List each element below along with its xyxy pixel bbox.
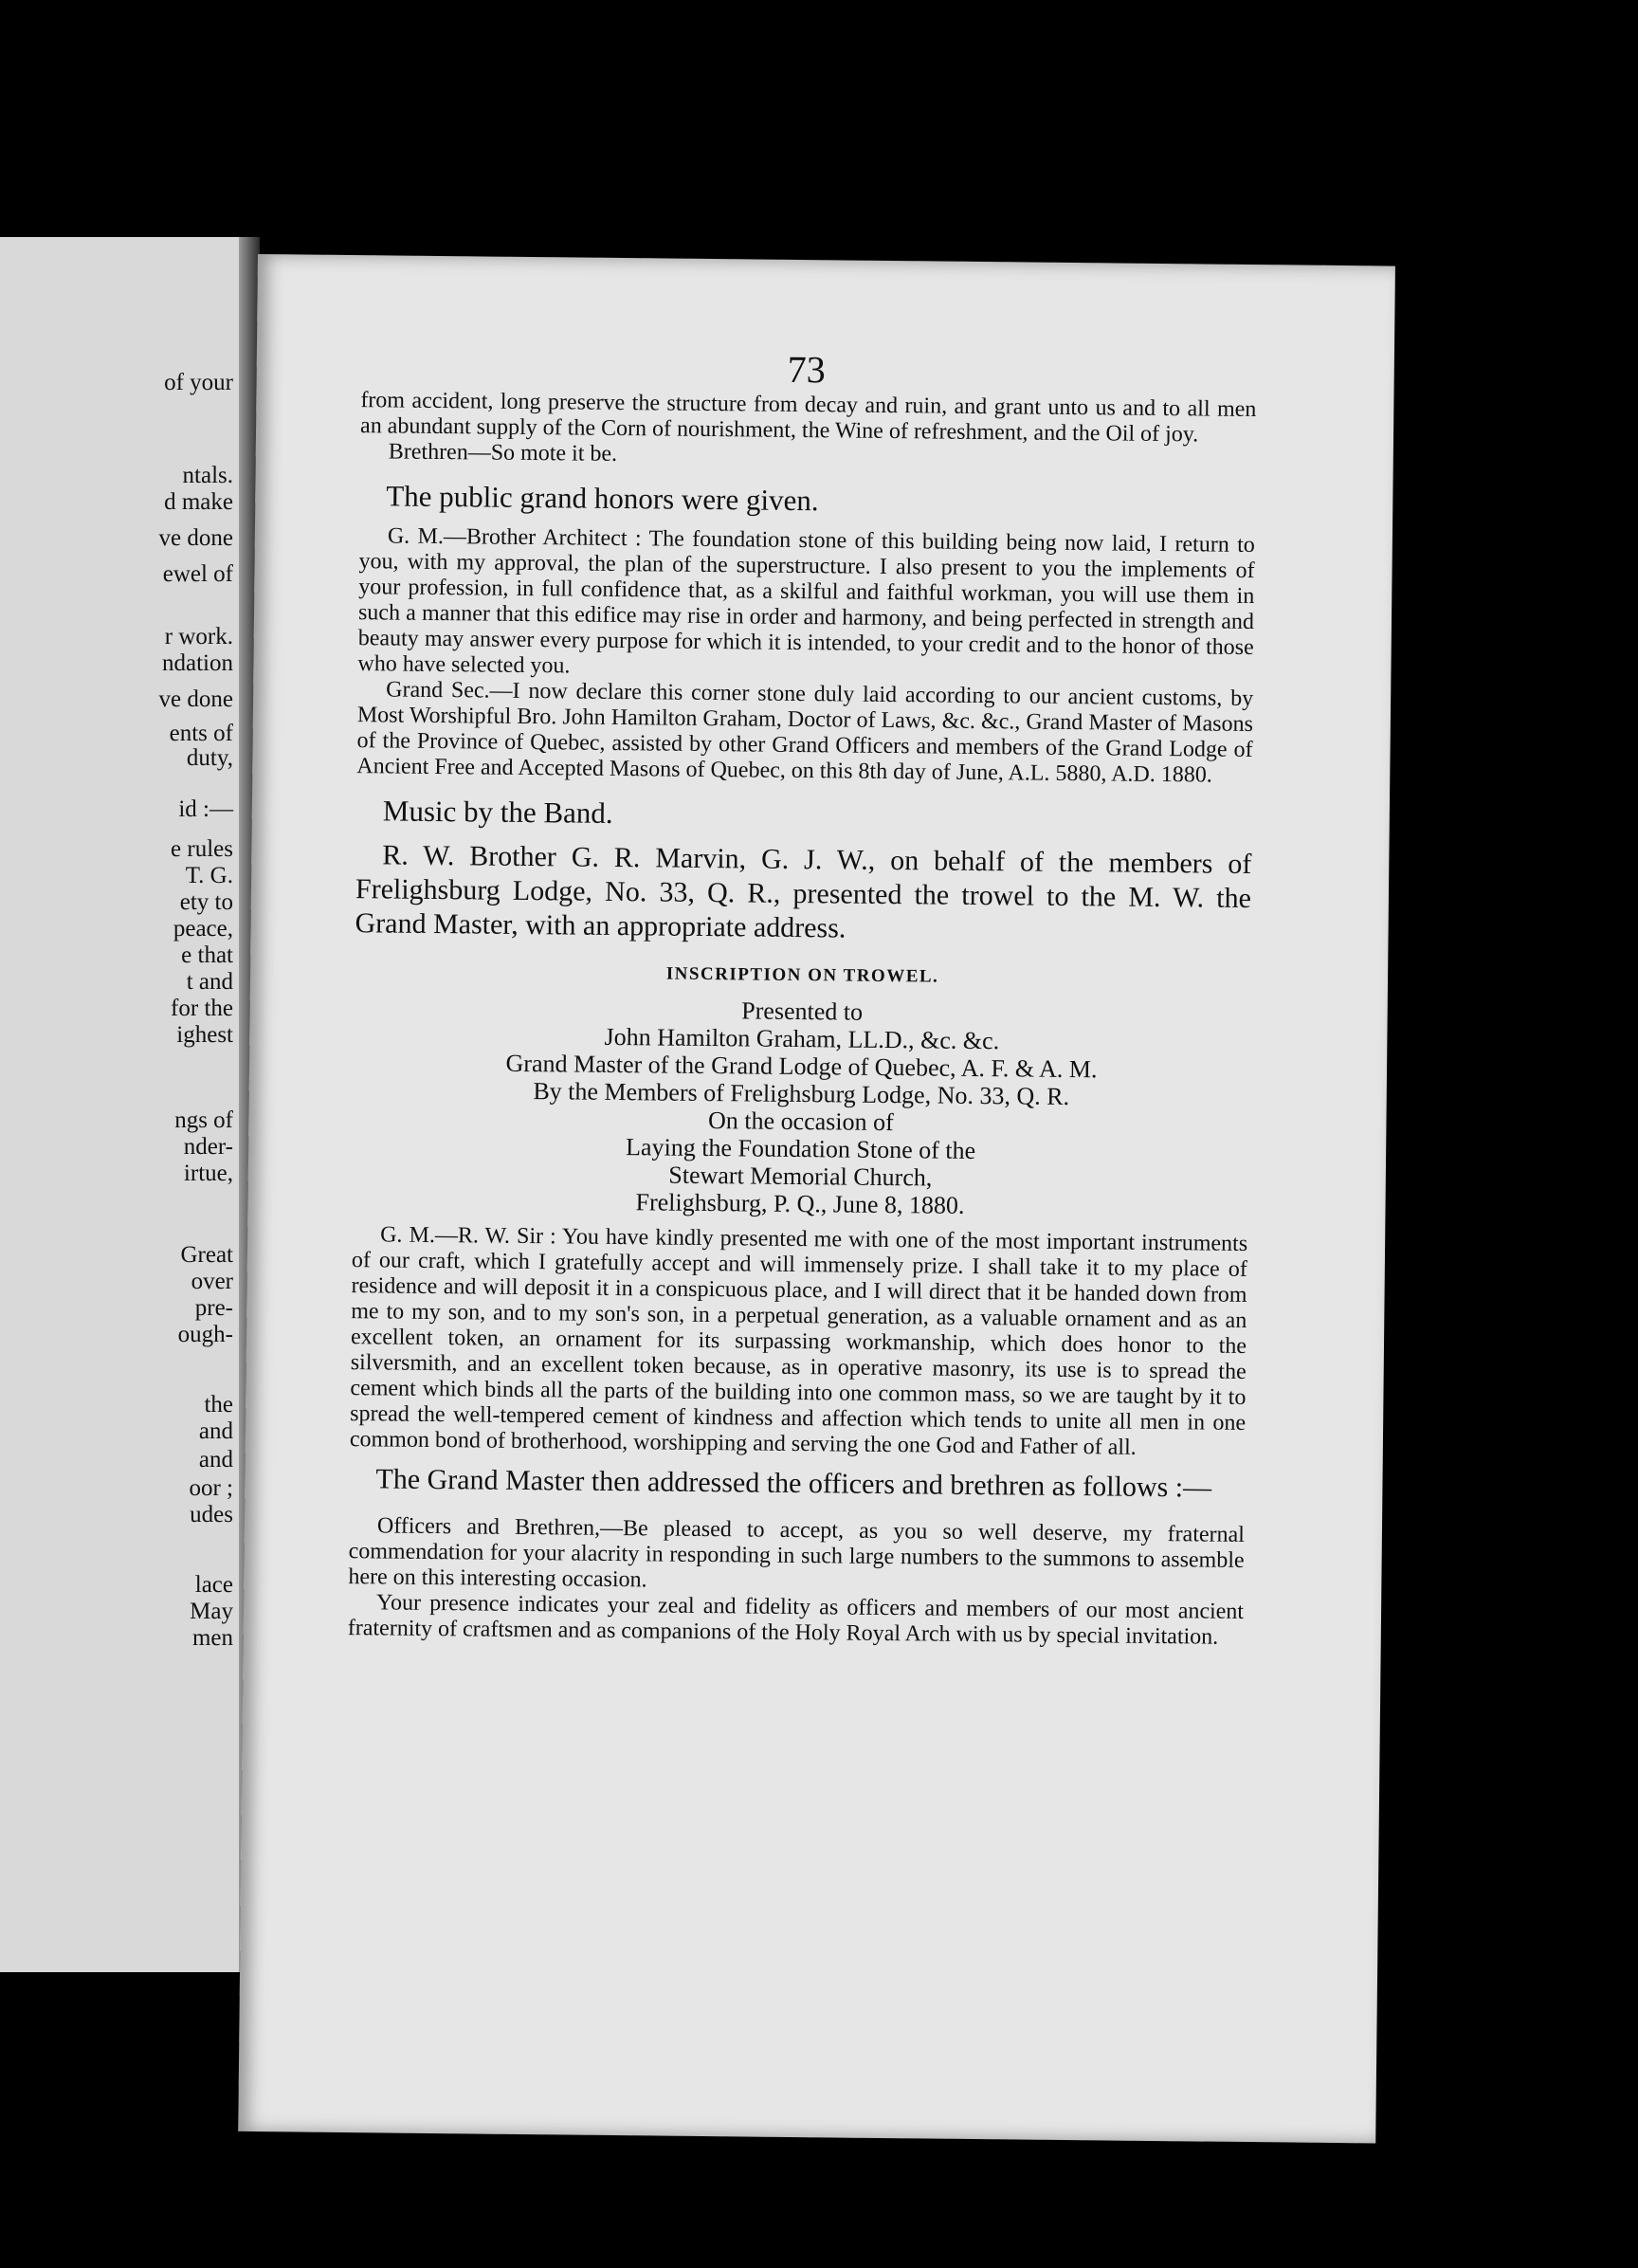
presence-paragraph: Your presence indicates your zeal and fidelity as officers and members of our most ancient fraternity of craftsmen and as companions of the Holy Royal Arch with us by special invitation. [347,1590,1245,1650]
facing-page-fragment: the [204,1392,233,1418]
marvin-paragraph: R. W. Brother G. R. Marvin, G. J. W., on behalf of the members of Frelighsburg Lodge, No. 33, Q. R., presented the trowel to the M. W. the Grand Master, with an appropriate address. [355,839,1252,944]
facing-page-fragment: of your [164,370,233,395]
facing-page-fragment: duty, [186,745,233,771]
facing-page-fragment: and [198,1418,233,1444]
grand-honors-line: The public grand honors were given. [386,479,819,518]
facing-page-fragment: over [191,1269,233,1294]
facing-page-fragment: May [190,1599,233,1624]
facing-page-fragment: t and [186,969,233,995]
inscription-block [352,993,1249,1222]
facing-page-fragment: ighest [176,1022,233,1048]
facing-page-fragment: ents of [169,721,233,746]
facing-page-fragment: irtue, [183,1161,233,1186]
facing-page-fragment: oor ; [189,1475,233,1501]
inscription-title: INSCRIPTION ON TROWEL. [665,963,939,987]
gm-reply-paragraph: G. M.—R. W. Sir : You have kindly presented me with one of the most important instruments of our craft, which I gratefully accept and will immensely prize. I shall take it to my place of residence and will deposit it in a conspicuous place, and I will direct that it be handed down from me to my son, and to my son's son, in a perpetual generation, as a valuable ornament and as an excellent token, an ornament for its surpassing workmanship, which does honor to the silversmith, and an excellent token because, as in operative masonry, its use is to spread the cement which binds all the parts of the building into one common mass, so we are taught by it to spread the well-tempered cement of kindness and affection which tends to unite all men in one common bond of brotherhood, worshipping and serving the one God and Father of all. [349,1222,1248,1460]
facing-page-fragment: id :— [178,796,233,822]
facing-page-fragment: and [198,1447,233,1472]
facing-page-fragment: ewel of [162,561,233,587]
facing-page-fragment: udes [190,1502,233,1527]
page-number: 73 [787,347,826,392]
facing-page-fragment: d make [164,489,233,515]
page-content [348,388,1257,1651]
facing-page-fragment: Great [180,1242,233,1268]
music-line: Music by the Band. [382,794,613,830]
gm-architect-paragraph: G. M.—Brother Architect : The foundation stone of this building being now laid, I return to you, with my approval, the plan of the superstructure. I also present to you the implements of your profession, in full confidence that, as a skilful and faithful workman, you will use them in such a manner that this edifice may rise in order and harmony, and being perfected in strength and beauty may answer every purpose for which it is intended, to your credit and to the honor of those who have selected you. [357,523,1255,679]
inscription-line: Stewart Memorial Church, [668,1161,933,1192]
facing-page-fragment: e rules [171,836,233,862]
book-page [238,254,1395,2143]
facing-page-fragment: ve done [158,525,233,551]
inscription-line: On the occasion of [707,1107,894,1137]
facing-page-fragment: ndation [162,650,233,676]
facing-page-fragment: nder- [183,1134,233,1160]
facing-page-fragment: ety to [179,889,233,915]
inscription-line: Grand Master of the Grand Lodge of Quebec, A. F. & A. M. [505,1049,1098,1084]
grand-master-addressed: The Grand Master then addressed the officers and brethren as follows :— [375,1463,1212,1504]
facing-page-fragment: ve done [158,686,233,712]
facing-page-fragment: ntals. [182,463,233,488]
facing-page-fragment: for the [171,996,233,1021]
brethren-response: Brethren—So mote it be. [388,439,618,466]
inscription-line: John Hamilton Graham, LL.D., &c. &c. [604,1022,1000,1055]
facing-page-fragment: men [191,1625,233,1651]
facing-page-fragment: lace [194,1572,233,1598]
inscription-line: By the Members of Frelighsburg Lodge, No. 33, Q. R. [533,1077,1070,1111]
inscription-line: Frelighsburg, P. Q., June 8, 1880. [635,1188,965,1219]
facing-page-fragment: pre- [194,1295,233,1321]
facing-page-fragment: ngs of [174,1107,233,1133]
officers-paragraph: Officers and Brethren,—Be pleased to accept, as you so well deserve, my fraternal commendation for your alacrity in responding in such large numbers to the summons to assemble here on this interesting occasion. [348,1513,1246,1593]
facing-page-fragment: T. G. [185,863,233,888]
grand-sec-paragraph: Grand Sec.—I now declare this corner stone duly laid according to our ancient customs, by Most Worshipful Bro. John Hamilton Graham, Doctor of Laws, &c. &c., Grand Master of Masons of the Province of Quebec, assisted by other Grand Officers and members of the Grand Lodge of Ancient Free and Accepted Masons of Quebec, on this 8th day of June, A.L. 5880, A.D. 1880. [356,677,1254,788]
facing-page-fragment: r work. [164,624,233,649]
inscription-line: Laying the Foundation Stone of the [625,1133,976,1164]
inscription-line: Presented to [741,997,864,1026]
facing-page-fragment: ough- [177,1322,233,1347]
facing-page-fragment: peace, [173,916,233,942]
opening-paragraph: from accident, long preserve the structure from decay and ruin, and grant unto us and to all men an abundant supply of the Corn of nourishment, the Wine of refreshment, and the Oil of joy. [359,388,1257,448]
facing-page-fragment: e that [181,942,233,968]
facing-page [0,237,239,1972]
